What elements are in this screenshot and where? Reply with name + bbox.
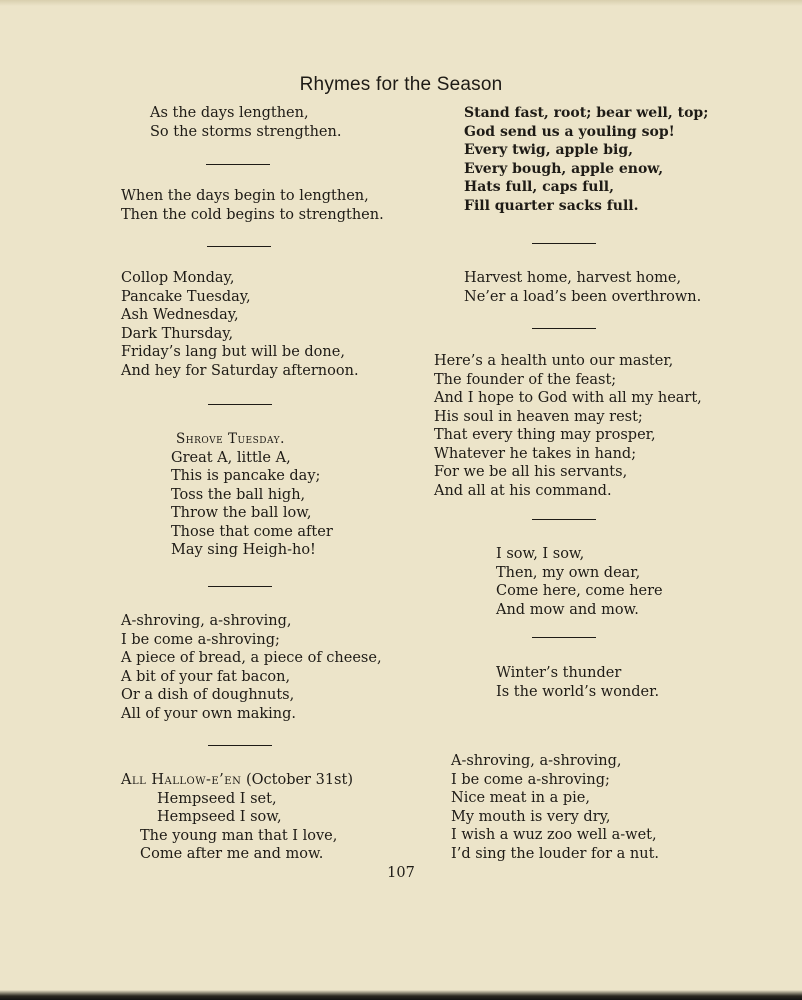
verse-line: That every thing may prosper, xyxy=(434,427,656,443)
verse-line: So the storms strengthen. xyxy=(150,123,342,140)
verse-line: Whatever he takes in hand; xyxy=(434,445,637,462)
rhyme-health-master xyxy=(434,352,702,500)
section-divider xyxy=(532,243,596,244)
verse-line: Stand fast, root; bear well, top; xyxy=(464,105,709,121)
page-top-edge xyxy=(0,0,802,6)
verse-line: Nice meat in a pie, xyxy=(451,790,590,806)
verse-line: Harvest home, harvest home, xyxy=(464,270,682,286)
page-number: 107 xyxy=(387,865,415,881)
verse-line: My mouth is very dry, xyxy=(451,808,611,825)
rhyme-all-hallow-een xyxy=(121,771,353,864)
section-divider xyxy=(532,637,596,638)
verse-line: Then, my own dear, xyxy=(496,564,641,581)
rhyme-storms-strengthen xyxy=(150,104,341,141)
verse-line: Every twig, apple big, xyxy=(464,142,633,158)
verse-line: Come after me and mow. xyxy=(140,846,324,862)
rhyme-collop-monday xyxy=(121,269,359,380)
verse-line: A-shroving, a-shroving, xyxy=(121,613,292,629)
verse-line: Is the world’s wonder. xyxy=(496,683,660,700)
section-divider xyxy=(208,586,272,587)
rhyme-i-sow xyxy=(496,545,663,619)
verse-line: I be come a-shroving; xyxy=(451,771,610,788)
section-divider xyxy=(206,164,270,165)
rhyme-a-shroving-left xyxy=(121,612,382,723)
section-divider xyxy=(208,404,272,405)
verse-line: Those that come after xyxy=(171,523,333,540)
rhyme-a-shroving-right xyxy=(451,752,659,863)
rhyme-heading: Shrove Tuesday. xyxy=(176,431,285,447)
verse-line: The young man that I love, xyxy=(140,827,338,844)
verse-line: I wish a wuz zoo well a-wet, xyxy=(451,827,657,843)
verse-line: Then the cold begins to strengthen. xyxy=(121,206,384,223)
verse-line: Fill quarter sacks full. xyxy=(464,197,639,214)
verse-line: Dark Thursday, xyxy=(121,325,234,342)
verse-line: This is pancake day; xyxy=(171,468,321,484)
verse-line: May sing Heigh-ho! xyxy=(171,542,316,558)
verse-line: Pancake Tuesday, xyxy=(121,288,251,305)
verse-line: Ne’er a load’s been overthrown. xyxy=(464,288,702,305)
verse-line: Hats full, caps full, xyxy=(464,179,614,195)
verse-line: Throw the ball low, xyxy=(171,505,312,521)
verse-line: Winter’s thunder xyxy=(496,665,622,681)
verse-line: Great A, little A, xyxy=(171,449,291,466)
verse-line: And mow and mow. xyxy=(496,601,639,618)
verse-line: As the days lengthen, xyxy=(150,105,309,121)
verse-line: When the days begin to lengthen, xyxy=(121,188,369,204)
rhyme-wassail-apple xyxy=(464,104,708,215)
rhyme-heading: All Hallow-e’en xyxy=(121,772,242,788)
verse-line: Hempseed I sow, xyxy=(157,809,282,825)
rhyme-shrove-tuesday xyxy=(171,430,333,560)
page-title: Rhymes for the Season xyxy=(299,74,503,95)
rhyme-winters-thunder xyxy=(496,664,659,701)
verse-line: Every bough, apple enow, xyxy=(464,160,664,177)
verse-line: Friday’s lang but will be done, xyxy=(121,344,345,360)
page-bottom-edge xyxy=(0,990,802,1000)
rhyme-heading-date: (October 31st) xyxy=(245,772,353,788)
verse-line: And all at his command. xyxy=(434,482,612,499)
section-divider xyxy=(532,519,596,520)
verse-line: And I hope to God with all my heart, xyxy=(434,390,702,406)
verse-line: Hempseed I set, xyxy=(157,790,277,807)
verse-line: The founder of the feast; xyxy=(434,371,617,388)
verse-line: Toss the ball high, xyxy=(171,486,306,503)
rhyme-cold-strengthen xyxy=(121,187,384,224)
verse-line: I be come a-shroving; xyxy=(121,631,280,648)
verse-line: Here’s a health unto our master, xyxy=(434,353,674,369)
verse-line: His soul in heaven may rest; xyxy=(434,408,643,425)
verse-line: Collop Monday, xyxy=(121,270,235,286)
verse-line: All of your own making. xyxy=(121,705,296,722)
section-divider xyxy=(208,745,272,746)
section-divider xyxy=(207,246,271,247)
verse-line: A piece of bread, a piece of cheese, xyxy=(121,650,382,666)
section-divider xyxy=(532,328,596,329)
verse-line: A bit of your fat bacon, xyxy=(121,668,291,685)
verse-line: A-shroving, a-shroving, xyxy=(451,753,622,769)
verse-line: Or a dish of doughnuts, xyxy=(121,687,295,703)
verse-line: Come here, come here xyxy=(496,583,663,599)
verse-line: I’d sing the louder for a nut. xyxy=(451,845,660,862)
verse-line: And hey for Saturday afternoon. xyxy=(121,362,359,379)
verse-line: God send us a youling sop! xyxy=(464,123,675,140)
verse-line: I sow, I sow, xyxy=(496,546,585,562)
verse-line: For we be all his servants, xyxy=(434,464,628,480)
rhyme-harvest-home xyxy=(464,269,701,306)
verse-line: Ash Wednesday, xyxy=(121,307,239,323)
